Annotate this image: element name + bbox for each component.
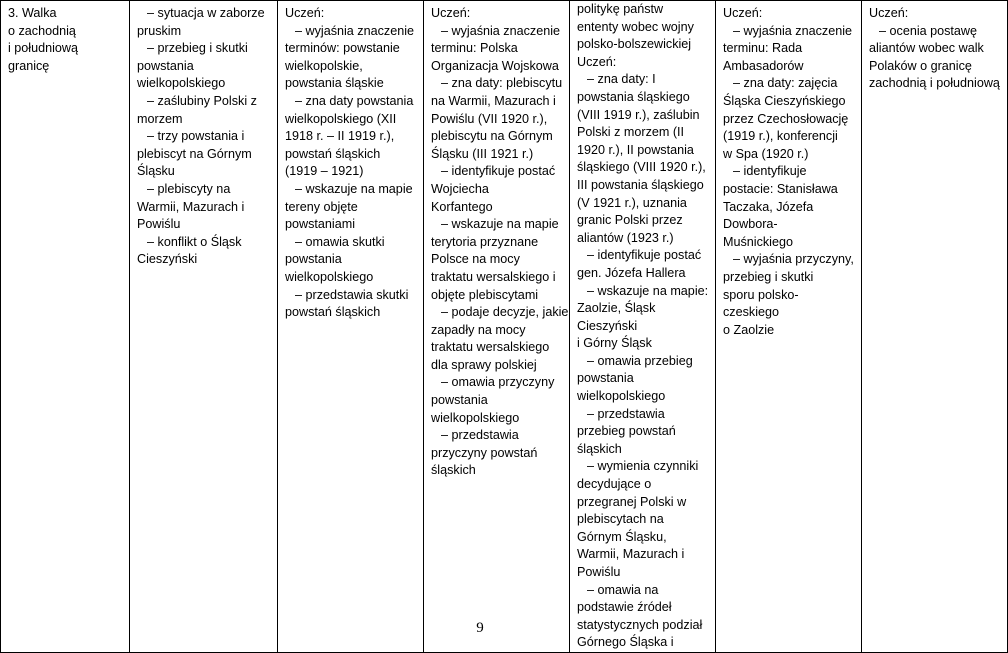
text-line: powstania śląskiego [577,89,690,104]
text-line: Cieszyński [577,318,638,333]
text-line: plebiscyt na Górnym [137,146,252,161]
text-line: traktatu wersalskiego [431,340,550,355]
text-line: wielkopolskiego [577,389,666,404]
text-line: Taczaka, Józefa [723,199,814,214]
text-line: Powiślu (VII 1920 r.), [431,111,548,126]
text-line: zachodnią i południową [869,76,1000,91]
text-line: ententy wobec wojny [577,19,694,34]
text-line: Uczeń: [869,6,909,20]
text-line: – zna daty: I [577,71,711,89]
text-line: – wyjaśnia znaczenie [285,23,419,41]
text-line: Organizacja Wojskowa [431,58,559,73]
text-line: gen. Józefa Hallera [577,265,686,280]
text-line: – identyfikuje postać [577,247,711,265]
text-line: terminu: Rada [723,41,803,56]
text-line: wielkopolskiego [431,410,520,425]
text-line: objęte plebiscytami [431,287,539,302]
text-line: Uczeń: [431,6,471,20]
text-line: śląskich [577,441,622,456]
text-line: Uczeń: [577,54,617,69]
text-line: – omawia przyczyny [431,374,565,392]
text-line: przegranej Polski w [577,494,687,509]
text-line: – identyfikuje [723,163,857,181]
text-line: powstania [137,58,194,73]
text-line: plebiscytach na [577,512,664,527]
text-line: zapadły na mocy [431,322,526,337]
requirements-level-5-cell [862,1,1008,653]
content-cell [130,1,278,653]
requirements-level-4-cell [716,1,862,653]
text-line: (1919 – 1921) [285,164,364,179]
text-line: Polski z morzem (II [577,125,685,140]
text-line: na Warmii, Mazurach i [431,93,556,108]
text-line: terminów: powstanie [285,41,400,56]
text-line: – zna daty: zajęcia [723,75,857,93]
text-line: Warmii, Mazurach i [137,199,245,214]
text-line: wielkopolskie, [285,58,363,73]
text-line: 3. Walka [8,6,57,20]
text-line: – wskazuje na mapie: [577,283,711,301]
text-line: w Spa (1920 r.) [723,146,809,161]
text-line: o zachodnią [8,23,76,38]
text-line: traktatu wersalskiego i [431,269,556,284]
text-line: i Górny Śląsk [577,336,652,351]
text-line: tereny objęte [285,199,358,214]
text-line: – omawia na [577,582,711,600]
text-line: – przedstawia [431,427,565,445]
text-line: czeskiego [723,305,780,320]
text-line: przez Czechosłowację [723,111,849,126]
text-line: – sytuacja w zaborze [137,5,273,23]
text-line: aliantów (1923 r.) [577,230,674,245]
text-line: o Zaolzie [723,322,775,337]
requirements-level-1-cell [278,1,424,653]
text-line: wielkopolskiego [285,269,374,284]
text-line: Muśnickiego [723,234,793,249]
text-line: powstania [577,371,634,386]
text-line: wielkopolskiego (XII [285,111,397,126]
text-line: – wymienia czynniki [577,458,711,476]
text-line: i południową [8,41,79,56]
text-line: pruskim [137,23,182,38]
text-line: – przedstawia skutki [285,287,419,305]
text-line: – wyjaśnia znaczenie [431,23,565,41]
text-line: powstania [285,252,342,267]
text-line: plebiscytu na Górnym [431,129,553,144]
text-line: – wskazuje na mapie [431,216,565,234]
text-line: Warmii, Mazurach i [577,547,685,562]
text-line: Zaolzie, Śląsk [577,301,656,316]
topic-cell [1,1,130,653]
text-line: Dowbora- [723,217,778,232]
text-line: statystycznych podział [577,617,703,632]
text-line: Uczeń: [723,6,763,20]
text-line: Korfantego [431,199,493,214]
page-number: 9 [476,620,484,636]
text-line: przebieg powstań [577,424,676,439]
text-line: – trzy powstania i [137,128,273,146]
text-line: Polsce na mocy [431,252,520,267]
text-line: – zna daty powstania [285,93,419,111]
text-line: 1918 r. – II 1919 r.), [285,129,395,144]
text-line: Górnym Śląsku, [577,529,667,544]
text-line: Cieszyński [137,252,198,267]
text-line: aliantów wobec walk [869,41,984,56]
text-line: decydujące o [577,477,652,492]
text-line: – plebiscyty na [137,181,273,199]
text-line: III powstania śląskiego [577,177,704,192]
text-line: – identyfikuje postać [431,163,565,181]
text-line: Powiślu [137,217,181,232]
text-line: przebieg i skutki [723,269,814,284]
text-line: postacie: Stanisława [723,181,838,196]
text-line: Śląsku [137,164,175,179]
requirements-level-3-cell [570,1,716,653]
text-line: Wojciecha [431,181,489,196]
text-line: granicę [8,58,50,73]
text-line: politykę państw [577,2,664,16]
text-line: – omawia przebieg [577,353,711,371]
text-line: przyczyny powstań [431,445,538,460]
text-line: powstań śląskich [285,305,381,320]
text-line: morzem [137,111,183,126]
text-line: powstania [431,393,488,408]
text-line: terminu: Polska [431,41,518,56]
text-line: Śląsku (III 1921 r.) [431,146,534,161]
text-line: Górnego Śląska i [577,635,674,650]
text-line: polsko-bolszewickiej [577,37,692,52]
text-line: sporu polsko- [723,287,799,302]
text-line: – wskazuje na mapie [285,181,419,199]
text-line: Powiślu [577,565,621,579]
text-line: Polaków o granicę [869,58,972,73]
table-row [1,1,1008,653]
text-line: – przedstawia [577,406,711,424]
requirements-level-2-cell [424,1,570,653]
text-line: powstań śląskich [285,146,381,161]
text-line: podstawie źródeł [577,600,672,615]
text-line: – wyjaśnia znaczenie [723,23,857,41]
text-line: granic Polski przez [577,213,683,228]
text-line: Śląska Cieszyńskiego [723,93,846,108]
text-line: wielkopolskiego [137,76,226,91]
text-line: Ambasadorów [723,58,804,73]
text-line: – wyjaśnia przyczyny, [723,251,857,269]
text-line: – omawia skutki [285,234,419,252]
text-line: – podaje decyzje, jakie [431,304,565,322]
text-line: (V 1921 r.), uznania [577,195,687,210]
text-line: – ocenia postawę [869,23,1003,41]
text-line: powstaniami [285,217,355,232]
text-line: terytoria przyznane [431,234,539,249]
text-line: powstania śląskie [285,76,384,91]
text-line: śląskich [431,463,476,478]
text-line: (1919 r.), konferencji [723,129,838,144]
text-line: śląskiego (VIII 1920 r.), [577,160,706,175]
text-line: – przebieg i skutki [137,40,273,58]
text-line: Uczeń: [285,6,325,20]
text-line: – konflikt o Śląsk [137,234,273,252]
text-line: dla sprawy polskiej [431,357,537,372]
text-line: – zaślubiny Polski z [137,93,273,111]
text-line: (VIII 1919 r.), zaślubin [577,107,700,122]
text-line: – zna daty: plebiscytu [431,75,565,93]
text-line: 1920 r.), II powstania [577,142,694,157]
